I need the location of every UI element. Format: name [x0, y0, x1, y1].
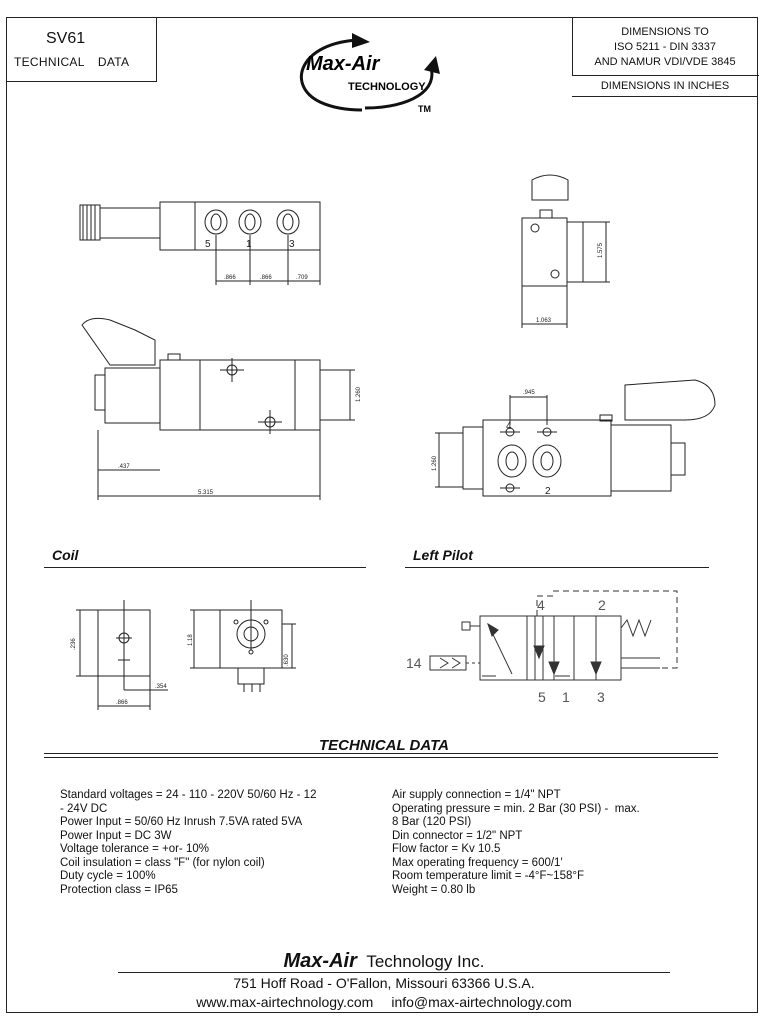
dim-label: 1.575: [598, 242, 604, 258]
port-4-label: 4: [506, 421, 512, 432]
spec-item: Standard voltages = 24 - 110 - 220V 50/60 Hz - 12 - 24V DC: [60, 789, 317, 815]
technical-data-label: TECHNICAL DATA: [14, 55, 130, 69]
spec-item: Room temperature limit = -4°F~158°F: [392, 870, 584, 882]
port-2-label: 2: [545, 486, 551, 497]
dimensions-line-2: ISO 5211 - DIN 3337: [614, 41, 716, 53]
port-3-label: 3: [289, 239, 295, 250]
max-air-logo: [290, 30, 460, 115]
dim-label: 1.260: [356, 386, 362, 402]
dim-label: .236: [71, 638, 77, 650]
coil-rule: [44, 567, 366, 568]
left-pilot-schematic: [400, 588, 700, 708]
schematic-pilot-14: 14: [406, 655, 422, 671]
dim-label: .945: [523, 390, 535, 396]
dim-label: .866: [260, 275, 272, 281]
technical-data-rule-bottom: [44, 757, 718, 758]
footer-contact: [0, 994, 768, 1010]
footer-company-brand: Max-Air: [283, 950, 357, 972]
specs-left-column: [60, 789, 385, 897]
dimensions-unit: DIMENSIONS IN INCHES: [600, 80, 730, 92]
dimensions-line-1: DIMENSIONS TO: [621, 26, 709, 38]
dimensions-rule: [572, 96, 758, 97]
dimensions-line-3: AND NAMUR VDI/VDE 3845: [594, 56, 736, 68]
dim-label: 1.260: [432, 455, 438, 471]
spec-item: Coil insulation = class "F" (for nylon coil): [60, 856, 265, 869]
left-pilot-rule: [405, 567, 709, 568]
spec-item: Power Input = DC 3W: [60, 829, 172, 842]
footer-website-link[interactable]: www.max-airtechnology.com: [196, 994, 374, 1010]
dim-label: 1.18: [188, 634, 194, 646]
logo-sub: TECHNOLOGY: [348, 81, 426, 93]
technical-data-heading: TECHNICAL DATA: [319, 737, 449, 754]
dim-label: .437: [118, 464, 130, 470]
schematic-port-4: 4: [537, 597, 545, 613]
dim-label: .866: [224, 275, 236, 281]
spec-item: Flow factor = Kv 10.5: [392, 843, 501, 855]
dimensions-standards: [572, 25, 758, 70]
port-5-label: 5: [205, 239, 211, 250]
logo-tm: TM: [418, 104, 431, 114]
spec-item: Weight = 0.80 lb: [392, 883, 476, 896]
schematic-port-1: 1: [562, 689, 570, 705]
spec-item: Protection class = IP65: [60, 883, 178, 896]
coil-heading: Coil: [52, 547, 79, 563]
valve-end-view-drawing: [510, 170, 620, 330]
spec-item: Voltage tolerance = +or- 10%: [60, 843, 209, 855]
model-box: [6, 17, 157, 82]
dim-label: .354: [155, 684, 167, 690]
schematic-port-5: 5: [538, 689, 546, 705]
port-1-label: 1: [246, 239, 252, 250]
coil-drawing: [60, 600, 310, 715]
valve-side-view-drawing: [70, 310, 370, 510]
schematic-port-3: 3: [597, 689, 605, 705]
valve-right-view-drawing: [425, 375, 725, 505]
dim-label: .630: [284, 654, 290, 666]
footer-company-rest: Technology Inc.: [366, 952, 485, 971]
spec-item: Operating pressure = min. 2 Bar (30 PSI) - max. 8 Bar (120 PSI): [392, 802, 640, 828]
footer-rule: [118, 972, 670, 973]
dim-label: 5.315: [198, 490, 214, 496]
spec-item: Duty cycle = 100%: [60, 870, 156, 882]
dim-label: .866: [116, 700, 128, 706]
footer-address: 751 Hoff Road - O'Fallon, Missouri 63366 U.S.A.: [233, 975, 535, 991]
footer-email-link[interactable]: info@max-airtechnology.com: [391, 994, 572, 1010]
spec-item: Air supply connection = 1/4" NPT: [392, 789, 561, 801]
footer-company: [0, 950, 768, 973]
left-pilot-heading: Left Pilot: [413, 547, 473, 563]
specs-right-column: [392, 789, 712, 897]
logo-brand: Max-Air: [306, 53, 380, 75]
dim-label: 1.063: [536, 318, 552, 324]
model-number: SV61: [46, 30, 86, 47]
dim-label: .709: [296, 275, 308, 281]
schematic-port-2: 2: [598, 597, 606, 613]
spec-item: Power Input = 50/60 Hz Inrush 7.5VA rated 5VA: [60, 816, 303, 828]
spec-item: Din connector = 1/2" NPT: [392, 829, 523, 842]
valve-top-view-drawing: [70, 195, 330, 290]
spec-item: Max operating frequency = 600/1': [392, 856, 563, 869]
